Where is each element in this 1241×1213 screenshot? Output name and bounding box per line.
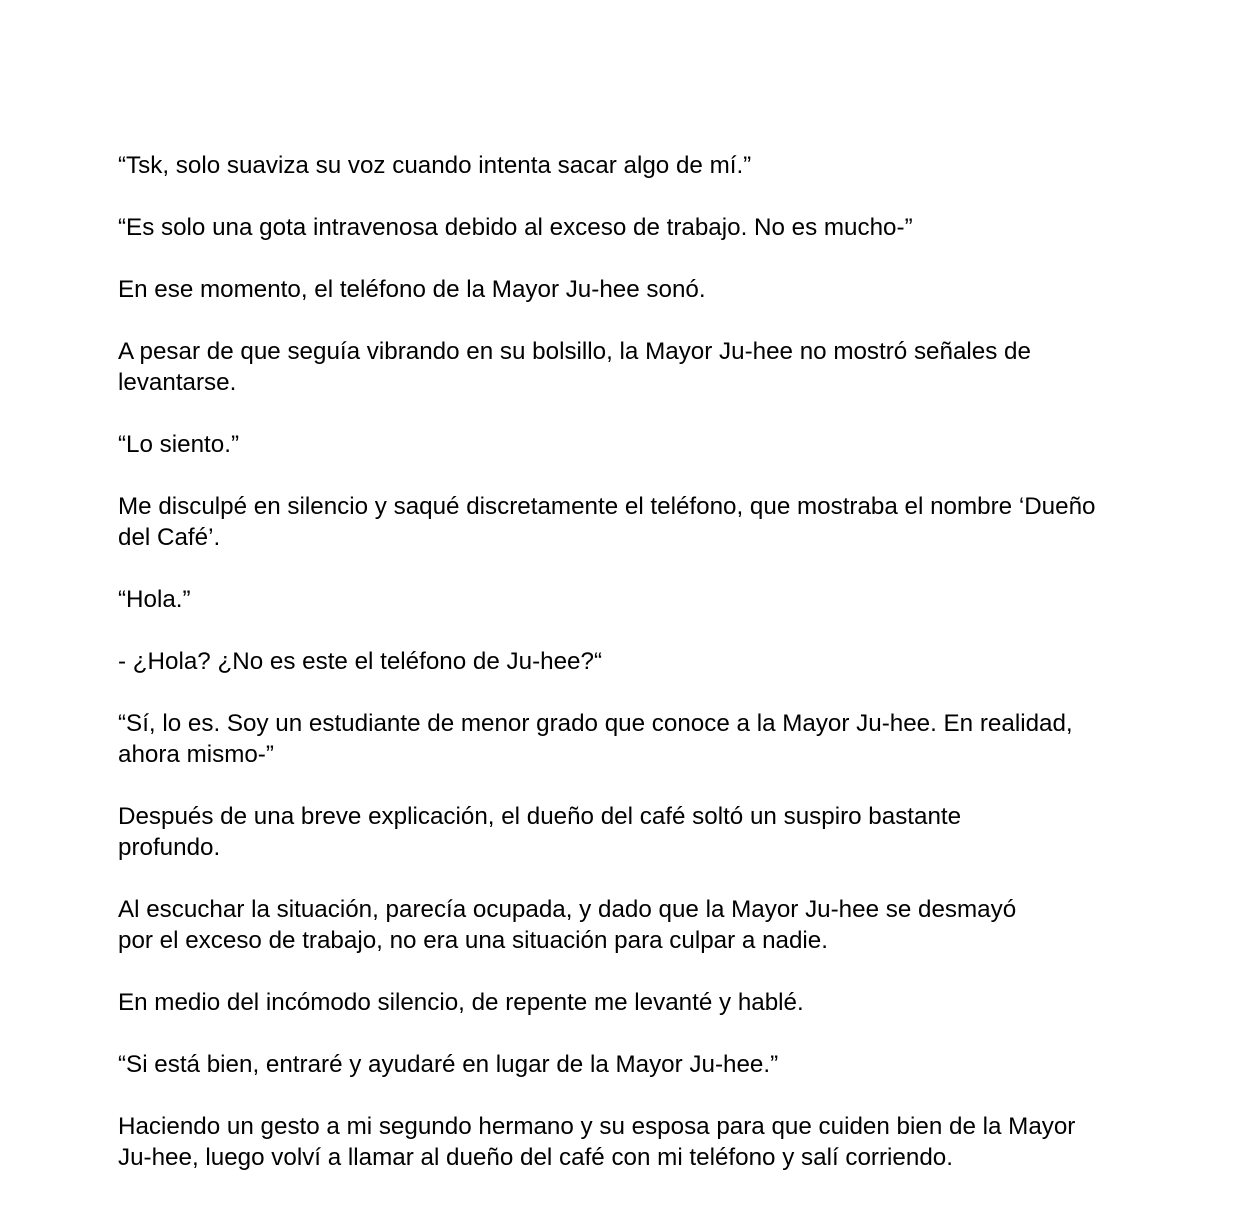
- paragraph: En ese momento, el teléfono de la Mayor Ju-hee sonó.: [118, 276, 706, 303]
- paragraph: Después de una breve explicación, el dueño del café soltó un suspiro bastante profundo.: [118, 803, 962, 861]
- paragraph: “Sí, lo es. Soy un estudiante de menor grado que conoce a la Mayor Ju-hee. En realidad, ahora mismo-”: [118, 710, 1073, 768]
- paragraph: En medio del incómodo silencio, de repente me levanté y hablé.: [118, 989, 804, 1016]
- paragraph: “Lo siento.”: [118, 431, 239, 458]
- document-body: [118, 150, 1128, 1204]
- paragraph: Al escuchar la situación, parecía ocupada, y dado que la Mayor Ju-hee se desmayó por el exceso de trabajo, no era una situación para culpar a nadie.: [118, 896, 1017, 954]
- paragraph: Haciendo un gesto a mi segundo hermano y su esposa para que cuiden bien de la Mayor Ju-hee, luego volví a llamar al dueño del café con mi teléfono y salí corriendo.: [118, 1113, 1076, 1171]
- paragraph: “Hola.”: [118, 586, 191, 613]
- paragraph: “Es solo una gota intravenosa debido al exceso de trabajo. No es mucho-”: [118, 214, 913, 241]
- paragraph: A pesar de que seguía vibrando en su bolsillo, la Mayor Ju-hee no mostró señales de levantarse.: [118, 338, 1031, 396]
- paragraph: “Tsk, solo suaviza su voz cuando intenta sacar algo de mí.”: [118, 152, 752, 179]
- paragraph: “Si está bien, entraré y ayudaré en lugar de la Mayor Ju-hee.”: [118, 1051, 779, 1078]
- paragraph: Me disculpé en silencio y saqué discretamente el teléfono, que mostraba el nombre ‘Dueño del Café’.: [118, 493, 1096, 551]
- paragraph: - ¿Hola? ¿No es este el teléfono de Ju-hee?“: [118, 648, 603, 675]
